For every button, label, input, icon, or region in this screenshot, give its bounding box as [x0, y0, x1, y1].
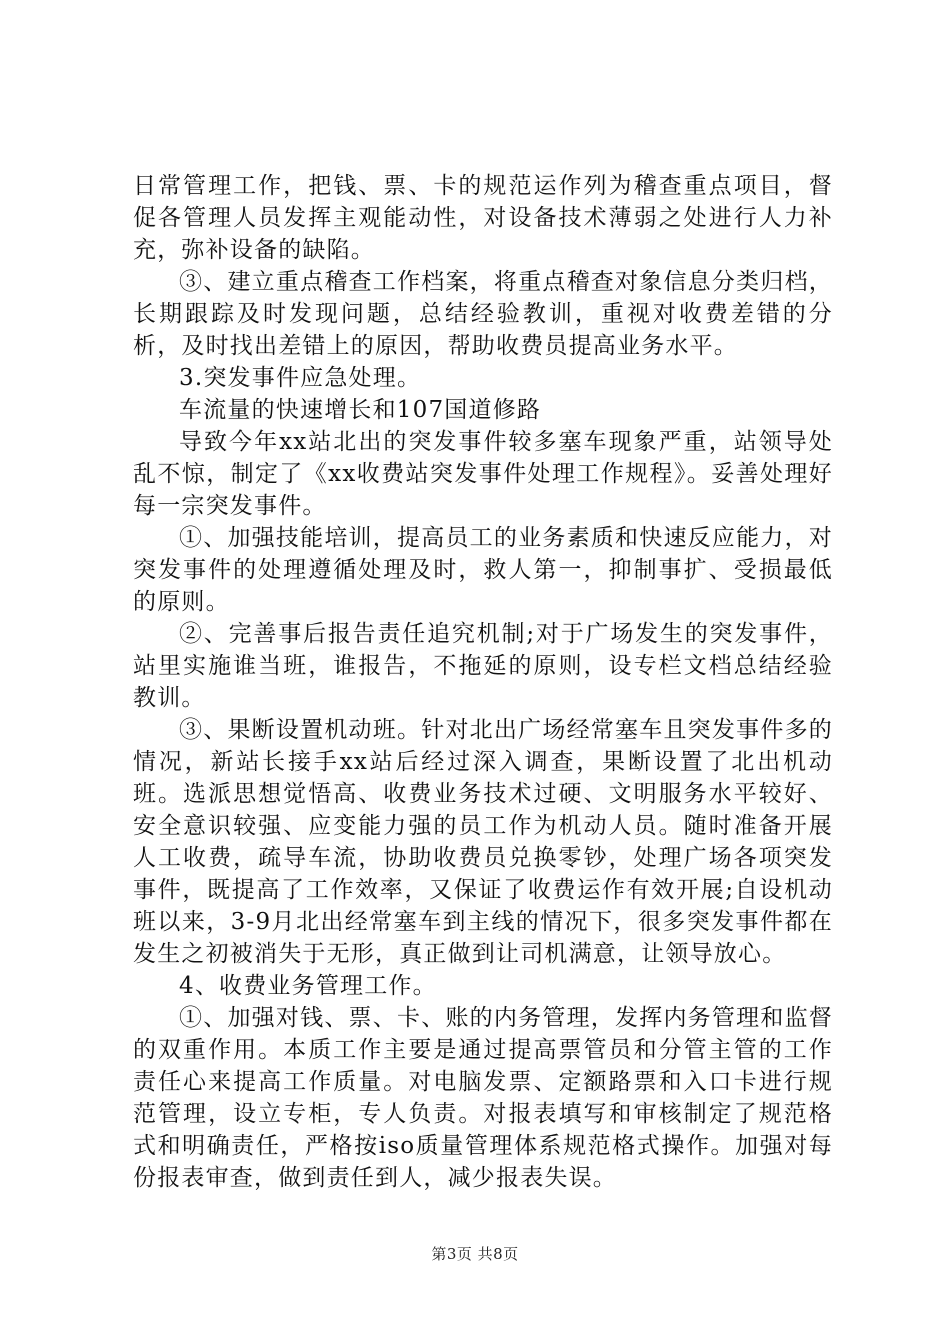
- paragraph-6: ①、加强技能培训，提高员工的业务素质和快速反应能力，对突发事件的处理遵循处理及时，救人第一，抑制事扩、受损最低的原则。: [133, 525, 833, 615]
- paragraph-2: ③、建立重点稽查工作档案，将重点稽查对象信息分类归档，长期跟踪及时发现问题，总结经验教训，重视对收费差错的分析，及时找出差错上的原因，帮助收费员提高业务水平。: [133, 269, 833, 359]
- paragraph-5: 导致今年xx站北出的突发事件较多塞车现象严重，站领导处乱不惊，制定了《xx收费站突发事件处理工作规程》。妥善处理好每一宗突发事件。: [133, 429, 833, 519]
- paragraph-8: ③、果断设置机动班。针对北出广场经常塞车且突发事件多的情况，新站长接手xx站后经过深入调查，果断设置了北出机动班。选派思想觉悟高、收费业务技术过硬、文明服务水平较好、安全意识较强、应变能力强的员工作为机动人员。随时准备开展人工收费，疏导车流，协助收费员兑换零钞，处理广场各项突发事件，既提高了工作效率，又保证了收费运作有效开展;自设机动班以来，3-9月北出经常塞车到主线的情况下，很多突发事件都在发生之初被消失于无形，真正做到让司机满意，让领导放心。: [133, 717, 833, 967]
- document-body: [133, 170, 833, 1194]
- section-heading-4: 4、收费业务管理工作。: [179, 973, 437, 999]
- paragraph-10: ①、加强对钱、票、卡、账的内务管理，发挥内务管理和监督的双重作用。本质工作主要是通过提高票管员和分管主管的工作责任心来提高工作质量。对电脑发票、定额路票和入口卡进行规范管理，设立专柜，专人负责。对报表填写和审核制定了规范格式和明确责任，严格按iso质量管理体系规范格式操作。加强对每份报表审查，做到责任到人，减少报表失误。: [133, 1005, 833, 1191]
- page-number-footer: 第3页 共8页: [431, 1245, 519, 1263]
- paragraph-7: ②、完善事后报告责任追究机制;对于广场发生的突发事件，站里实施谁当班，谁报告，不拖延的原则，设专栏文档总结经验教训。: [133, 621, 833, 711]
- paragraph-4: 车流量的快速增长和107国道修路: [179, 397, 542, 423]
- paragraph-1: 日常管理工作，把钱、票、卡的规范运作列为稽查重点项目，督促各管理人员发挥主观能动性，对设备技术薄弱之处进行人力补充，弥补设备的缺陷。: [133, 173, 833, 263]
- section-heading-3: 3.突发事件应急处理。: [179, 365, 422, 391]
